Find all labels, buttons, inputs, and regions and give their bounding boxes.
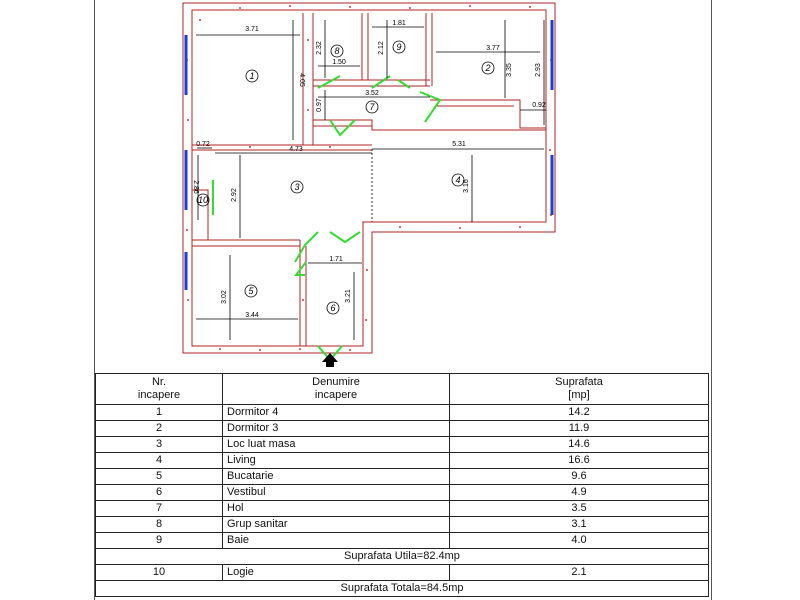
table-row: 6 Vestibul 4.9 — [96, 485, 709, 501]
table-row: 8 Grup sanitar 3.1 — [96, 517, 709, 533]
dim-4-73: 4.73 — [289, 146, 303, 153]
dim-5-31: 5.31 — [452, 141, 466, 148]
room-label-1: 1 — [249, 71, 255, 81]
dim-4-05: 4.05 — [298, 73, 305, 87]
dim-3-21: 3.21 — [345, 289, 352, 303]
room-label-8: 8 — [334, 46, 340, 56]
table-row: 3 Loc luat masa 14.6 — [96, 437, 709, 453]
table-row: 7 Hol 3.5 — [96, 501, 709, 517]
header-name: Denumire incapere — [223, 374, 450, 405]
dim-2-92: 2.92 — [231, 188, 238, 202]
util-area-row: Suprafata Utila=82.4mp — [96, 549, 709, 565]
table-row: 2 Dormitor 3 11.9 — [96, 421, 709, 437]
room-label-3: 3 — [294, 182, 300, 192]
header-area: Suprafata [mp] — [450, 374, 709, 405]
room-label-7: 7 — [369, 102, 375, 112]
dim-0-92: 0.92 — [532, 102, 546, 109]
dim-0-97: 0.97 — [316, 98, 323, 112]
dim-2-93: 2.93 — [535, 63, 542, 77]
dim-3-02: 3.02 — [221, 290, 228, 304]
room-label-10: 10 — [197, 195, 209, 205]
table-row: 9 Baie 4.0 — [96, 533, 709, 549]
room-label-2: 2 — [485, 63, 491, 73]
room-label-6: 6 — [330, 303, 336, 313]
dim-3-16: 3.16 — [463, 179, 470, 193]
entrance-arrow-icon — [322, 353, 338, 367]
table-row: 4 Living 16.6 — [96, 453, 709, 469]
rooms-table — [95, 373, 709, 597]
total-area-row: Suprafata Totala=84.5mp — [96, 581, 709, 597]
dim-1-81: 1.81 — [392, 20, 406, 27]
room-label-5: 5 — [248, 286, 254, 296]
dim-2-32: 2.32 — [316, 41, 323, 55]
table-row: 1 Dormitor 4 14.2 — [96, 405, 709, 421]
dim-3-35: 3.35 — [506, 63, 513, 77]
dim-1-71: 1.71 — [329, 256, 343, 263]
table-row: 5 Bucatarie 9.6 — [96, 469, 709, 485]
room-label-9: 9 — [396, 42, 402, 52]
header-nr: Nr. incapere — [96, 374, 223, 405]
dim-2-12: 2.12 — [378, 41, 385, 55]
table-row: 10 Logie 2.1 — [96, 565, 709, 581]
room-label-4: 4 — [455, 175, 461, 185]
dim-3-71: 3.71 — [245, 26, 259, 33]
table-header-row — [96, 374, 709, 405]
dim-2-86: 2.86 — [192, 180, 199, 194]
dim-3-77: 3.77 — [486, 45, 500, 52]
dim-1-50: 1.50 — [332, 59, 346, 66]
dim-0-72: 0.72 — [196, 141, 210, 148]
dim-3-44: 3.44 — [245, 312, 259, 319]
dim-3-52: 3.52 — [365, 90, 379, 97]
